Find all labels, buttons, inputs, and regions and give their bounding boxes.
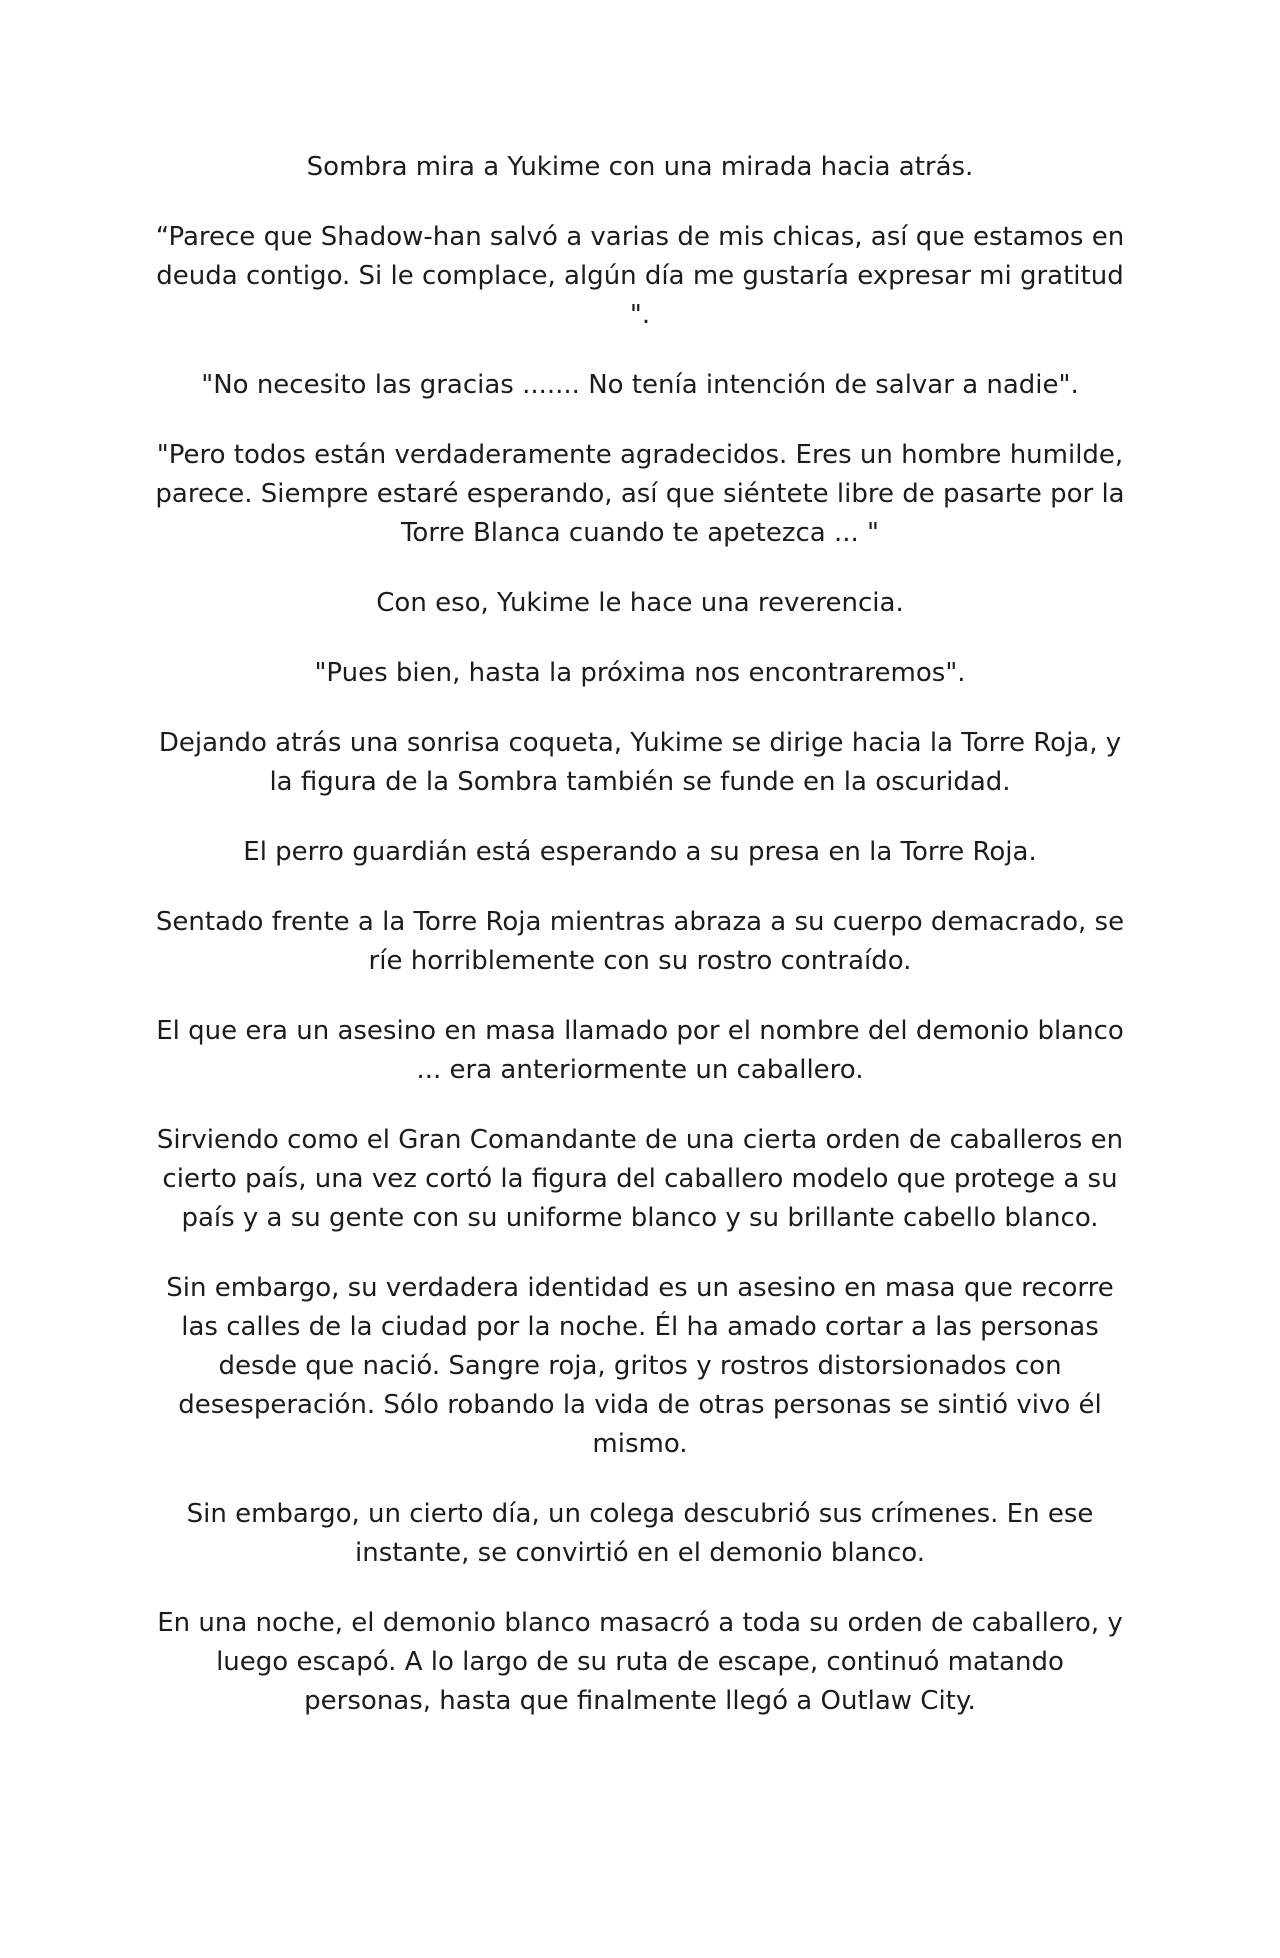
paragraph-8: El perro guardián está esperando a su presa en la Torre Roja.	[243, 837, 1037, 867]
text-column	[150, 148, 1130, 1752]
paragraph-3: "No necesito las gracias ....... No tenía intención de salvar a nadie".	[201, 370, 1079, 400]
paragraph-13: Sin embargo, un cierto día, un colega descubrió sus crímenes. En ese instante, se convirtió en el demonio blanco.	[186, 1499, 1094, 1568]
paragraph-4: "Pero todos están verdaderamente agradecidos. Eres un hombre humilde, parece. Siempre estaré esperando, así que siéntete libre de pasarte por la Torre Blanca cuando te apetezca ... "	[155, 440, 1125, 548]
paragraph-11: Sirviendo como el Gran Comandante de una cierta orden de caballeros en cierto país, una vez cortó la figura del caballero modelo que protege a su país y a su gente con su uniforme blanco y su brillante cabello blanco.	[156, 1125, 1124, 1233]
paragraph-5: Con eso, Yukime le hace una reverencia.	[376, 588, 904, 618]
paragraph-10: El que era un asesino en masa llamado por el nombre del demonio blanco ... era anteriormente un caballero.	[156, 1016, 1124, 1085]
paragraph-1: Sombra mira a Yukime con una mirada hacia atrás.	[306, 152, 974, 182]
paragraph-12: Sin embargo, su verdadera identidad es un asesino en masa que recorre las calles de la ciudad por la noche. Él ha amado cortar a las personas desde que nació. Sangre roja, gritos y rostros distorsionados con desesperación. Sólo robando la vida de otras personas se sintió vivo él mismo.	[166, 1273, 1114, 1459]
paragraph-2: “Parece que Shadow-han salvó a varias de mis chicas, así que estamos en deuda contigo. Si le complace, algún día me gustaría expresar mi gratitud ".	[155, 222, 1125, 330]
paragraph-9: Sentado frente a la Torre Roja mientras abraza a su cuerpo demacrado, se ríe horriblemente con su rostro contraído.	[155, 907, 1125, 976]
paragraph-6: "Pues bien, hasta la próxima nos encontraremos".	[314, 658, 966, 688]
paragraph-7: Dejando atrás una sonrisa coqueta, Yukime se dirige hacia la Torre Roja, y la figura de la Sombra también se funde en la oscuridad.	[158, 728, 1122, 797]
paragraph-14: En una noche, el demonio blanco masacró a toda su orden de caballero, y luego escapó. A lo largo de su ruta de escape, continuó matando personas, hasta que finalmente llegó a Outlaw City.	[157, 1608, 1123, 1716]
